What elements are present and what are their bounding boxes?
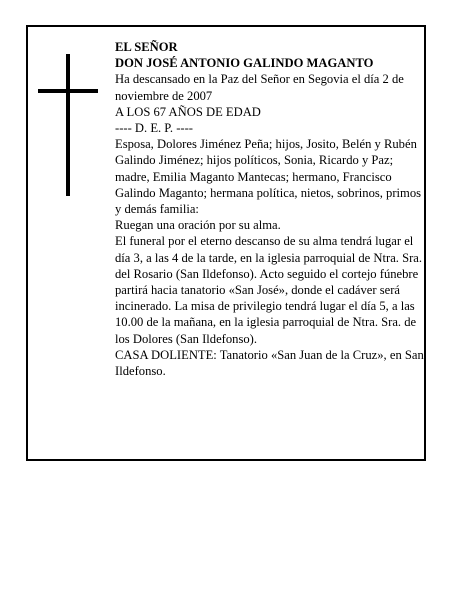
cross-horizontal-bar bbox=[38, 89, 98, 93]
funeral-details: El funeral por el eterno descanso de su alma tendrá lugar el día 3, a las 4 de la tarde, en la iglesia parroquial de Ntra. Sra. del Rosario (San Ildefonso). Acto seguido el cortejo fúnebre partirá hacia tanatorio «San José», donde el cadáver será incinerado. La misa de privilegio tendrá lugar el día 5, a las 10.00 de la mañana, en la iglesia parroquial de Ntra. Sra. de los Dolores (San Ildefonso). bbox=[115, 234, 423, 346]
obituary-notice bbox=[26, 25, 426, 461]
title-line-1: EL SEÑOR bbox=[115, 40, 178, 54]
family-list: Esposa, Dolores Jiménez Peña; hijos, Josito, Belén y Rubén Galindo Jiménez; hijos políticos, Sonia, Ricardo y Paz; madre, Emilia Maganto Mantecas; hermano, Francisco Galindo Maganto; hermana política, nietos, sobrinos, primos y demás familia: bbox=[115, 137, 422, 217]
notice-text bbox=[115, 39, 426, 379]
prayer-request: Ruegan una oración por su alma. bbox=[115, 218, 281, 233]
cross-icon bbox=[38, 54, 98, 196]
cross-vertical-bar bbox=[66, 54, 70, 196]
rip-line: ---- D. E. P. ---- bbox=[115, 121, 193, 136]
deceased-name: DON JOSÉ ANTONIO GALINDO MAGANTO bbox=[115, 56, 374, 71]
rest-statement: Ha descansado en la Paz del Señor en Segovia el día 2 de noviembre de 2007 bbox=[115, 72, 404, 103]
age-line: A LOS 67 AÑOS DE EDAD bbox=[115, 104, 261, 119]
mourning-house: CASA DOLIENTE: Tanatorio «San Juan de la Cruz», en San Ildefonso. bbox=[115, 347, 424, 379]
